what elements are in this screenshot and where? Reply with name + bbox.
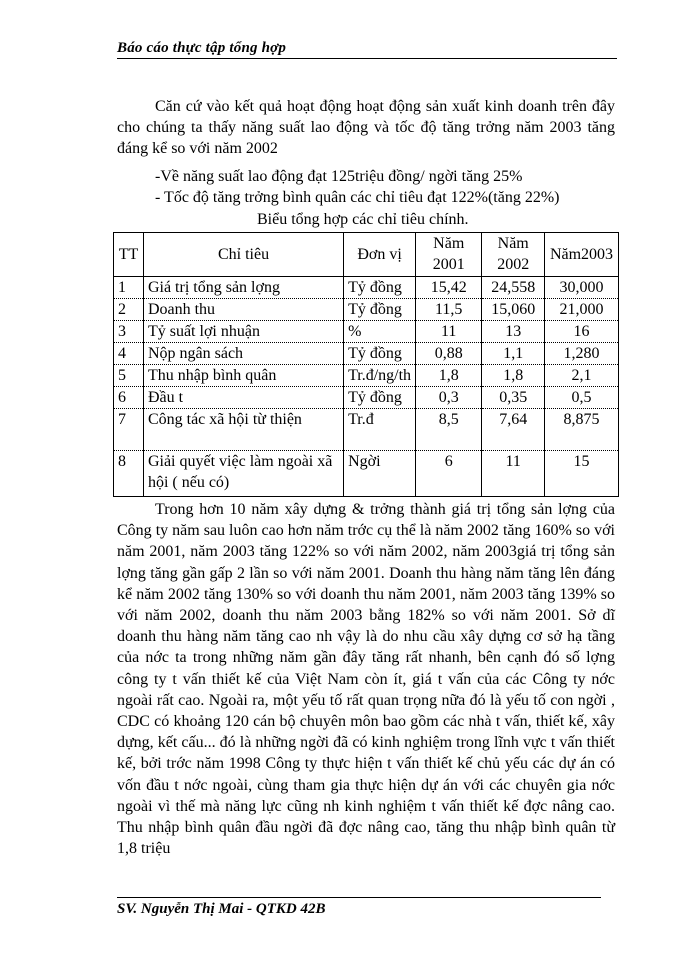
- header-2001: Năm 2001: [416, 233, 482, 277]
- table-row: [114, 277, 619, 299]
- header-divider: [117, 58, 617, 59]
- cell-don-vi: Tỷ đồng: [344, 343, 416, 365]
- body-paragraph: Trong hơn 10 năm xây dựng & trởng thành giá trị tổng sản lợng của Công ty năm sau luôn cao hơn năm trớc cụ thể là năm 2002 tăng 160% so với năm 2001, năm 2003 tăng 122% so với năm 2002, năm 2003giá trị tổng sản lợng tăng gần gấp 2 lần so với năm 2001. Doanh thu hàng năm tăng lên đáng kể năm 2002 tăng 130% so với doanh thu năm 2001, năm 2003 tăng 139% so với năm 2002, doanh thu năm 2003 bằng 182% so với năm 2001. Sở dĩ doanh thu hàng năm tăng cao nh vậy là do nhu cầu xây dựng cơ sở hạ tầng của nớc ta trong những năm gần đây tăng rất nhanh, bên cạnh đó số lợng công ty t vấn thiết kế của Việt Nam còn ít, giá t vấn của các Công ty nớc ngoài rất cao. Ngoài ra, một yếu tố rất quan trọng nữa đó là yếu tố con ngời , CDC có khoảng 120 cán bộ chuyên môn bao gồm các nhà t vấn, thiết kế, xây dựng, kết cấu... đó là những ngời đã có kinh nghiệm trong lĩnh vực t vấn thiết kế, bởi trớc năm 1998 Công ty thực hiện t vấn thiết kế chủ yếu các dự án có vốn đầu t nớc ngoài, cùng tham gia thực hiện dự án với các chuyên gia nớc ngoài vì thế mà năng lực cũng nh kinh nghiệm t vấn thiết kế đợc nâng cao. Thu nhập bình quân đầu ngời đã đợc nâng cao, tăng thu nhập bình quân từ 1,8 triệu: [117, 501, 615, 858]
- cell-chi-tieu: Nộp ngân sách: [143, 343, 343, 365]
- cell-2003: 15: [545, 451, 619, 497]
- header-2002: Năm 2002: [482, 233, 545, 277]
- cell-tt: 1: [114, 277, 144, 299]
- cell-2003: 8,875: [545, 409, 619, 451]
- table-row: [114, 451, 619, 497]
- cell-don-vi: Ngời: [344, 451, 416, 497]
- cell-2002: 1,8: [482, 365, 545, 387]
- cell-2001: 8,5: [416, 409, 482, 451]
- cell-2003: 0,5: [545, 387, 619, 409]
- cell-2001: 0,88: [416, 343, 482, 365]
- cell-tt: 8: [114, 451, 144, 497]
- cell-2002: 0,35: [482, 387, 545, 409]
- table-row: [114, 387, 619, 409]
- header-chi-tieu: Chỉ tiêu: [143, 233, 343, 277]
- cell-tt: 4: [114, 343, 144, 365]
- footer-author: SV. Nguyễn Thị Mai - QTKD 42B: [117, 901, 326, 917]
- cell-don-vi: Tỷ đồng: [344, 387, 416, 409]
- cell-tt: 2: [114, 299, 144, 321]
- cell-tt: 7: [114, 409, 144, 451]
- cell-2003: 16: [545, 321, 619, 343]
- table-row: [114, 365, 619, 387]
- cell-tt: 5: [114, 365, 144, 387]
- cell-2003: 21,000: [545, 299, 619, 321]
- table-row: [114, 299, 619, 321]
- cell-2003: 2,1: [545, 365, 619, 387]
- table-row: [114, 321, 619, 343]
- header-tt: TT: [114, 233, 144, 277]
- cell-2002: 24,558: [482, 277, 545, 299]
- cell-2001: 11: [416, 321, 482, 343]
- cell-2002: 13: [482, 321, 545, 343]
- intro-bullet-growth: - Tốc độ tăng trởng bình quân các chỉ tiêu đạt 122%(tăng 22%): [155, 189, 560, 206]
- cell-2001: 0,3: [416, 387, 482, 409]
- header-don-vi: Đơn vị: [344, 233, 416, 277]
- header-2003: Năm2003: [545, 233, 619, 277]
- cell-chi-tieu: Thu nhập bình quân: [143, 365, 343, 387]
- cell-tt: 3: [114, 321, 144, 343]
- cell-don-vi: Tỷ đồng: [344, 277, 416, 299]
- indicators-table: [113, 232, 619, 497]
- intro-paragraph: Căn cứ vào kết quả hoạt động hoạt động sản xuất kinh doanh trên đây cho chúng ta thấy năng suất lao động và tốc độ tăng trởng năm 2003 tăng đáng kể so với năm 2002: [117, 98, 615, 158]
- cell-don-vi: Tr.đ/ng/th: [344, 365, 416, 387]
- cell-chi-tieu: Công tác xã hội từ thiện: [143, 409, 343, 451]
- cell-2003: 1,280: [545, 343, 619, 365]
- cell-chi-tieu: Tỷ suất lợi nhuận: [143, 321, 343, 343]
- cell-2002: 11: [482, 451, 545, 497]
- table-caption: Biểu tổng hợp các chỉ tiêu chính.: [257, 211, 469, 228]
- table-row: [114, 343, 619, 365]
- footer-divider: [117, 897, 601, 898]
- cell-chi-tieu: Doanh thu: [143, 299, 343, 321]
- cell-chi-tieu: Giá trị tổng sản lợng: [143, 277, 343, 299]
- page-header-title: Báo cáo thực tập tổng hợp: [117, 40, 287, 56]
- cell-don-vi: %: [344, 321, 416, 343]
- cell-2002: 15,060: [482, 299, 545, 321]
- cell-tt: 6: [114, 387, 144, 409]
- cell-2001: 15,42: [416, 277, 482, 299]
- intro-bullet-productivity: -Về năng suất lao động đạt 125triệu đồng/ ngời tăng 25%: [155, 168, 523, 185]
- cell-2003: 30,000: [545, 277, 619, 299]
- cell-2001: 1,8: [416, 365, 482, 387]
- cell-don-vi: Tr.đ: [344, 409, 416, 451]
- cell-chi-tieu: Giải quyết việc làm ngoài xã hội ( nếu có): [143, 451, 343, 497]
- cell-2002: 1,1: [482, 343, 545, 365]
- cell-2002: 7,64: [482, 409, 545, 451]
- table-row: [114, 409, 619, 451]
- cell-2001: 11,5: [416, 299, 482, 321]
- cell-chi-tieu: Đầu t: [143, 387, 343, 409]
- cell-2001: 6: [416, 451, 482, 497]
- cell-don-vi: Tỷ đồng: [344, 299, 416, 321]
